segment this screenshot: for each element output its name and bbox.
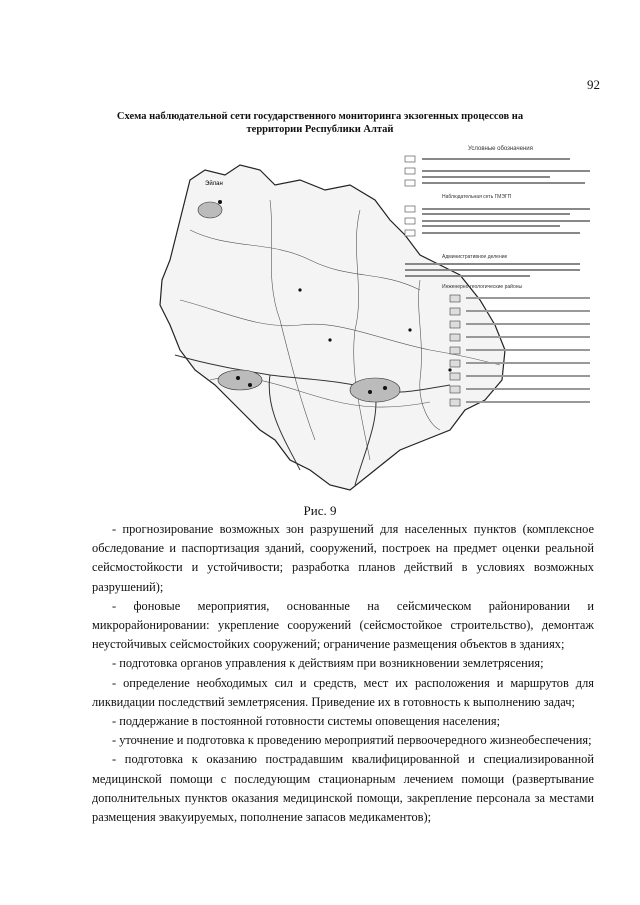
figure-title-line-1: Схема наблюдательной сети государственного мониторинга экзогенных процессов на xyxy=(116,111,524,122)
legend-section-network: Наблюдательная сеть ГМЭГП xyxy=(442,194,512,200)
paragraph: - прогнозирование возможных зон разрушений для населенных пунктов (комплексное обследование и паспортизация зданий, сооружений, построек на предмет оценки реальной сейсмостойкости и устойчивости; разработка планов действий в условиях возможных разрушений); xyxy=(92,522,594,594)
paragraph: - поддержание в постоянной готовности системы оповещения населения; xyxy=(112,714,501,729)
figure-title xyxy=(80,110,560,136)
paragraph: - фоновые мероприятия, основанные на сейсмическом районировании и микрорайонировании: укрепление сооружений (сейсмостойкое строительство), демонтаж неустойчивых сейсмостойких сооружений; ограничение размещения объектов в зданиях; xyxy=(92,598,594,652)
town-label: Эйлан xyxy=(205,181,223,187)
page-number: 92 xyxy=(587,77,600,92)
figure-caption: Рис. 9 xyxy=(303,503,337,518)
map-drawing xyxy=(150,140,600,500)
monitoring-network-map xyxy=(150,140,600,500)
paragraph: - определение необходимых сил и средств, мест их расположения и маршрутов для ликвидации последствий землетрясения. Приведение их в готовность к выполнению задач; xyxy=(92,675,594,709)
figure-title-line-2: территории Республики Алтай xyxy=(246,124,394,135)
paragraph: - подготовка к оказанию пострадавшим квалифицированной и специализированной медицинской помощи с последующим стационарным лечением помощи (развертывание дополнительных пунктов оказания медицинской помощи, закрепление персонала за местами размещения эвакуируемых, пополнение запасов медикаментов); xyxy=(92,752,594,825)
legend-section-admin: Административное деление xyxy=(442,254,508,260)
paragraph: - уточнение и подготовка к проведению мероприятий первоочередного жизнеобеспечения; xyxy=(112,733,592,748)
legend-section-zones: Инженерно-геологические районы xyxy=(442,284,523,290)
legend-title: Условные обозначения xyxy=(468,146,533,152)
body-text xyxy=(92,520,594,827)
paragraph: - подготовка органов управления к действиям при возникновении землетрясения; xyxy=(112,656,544,671)
